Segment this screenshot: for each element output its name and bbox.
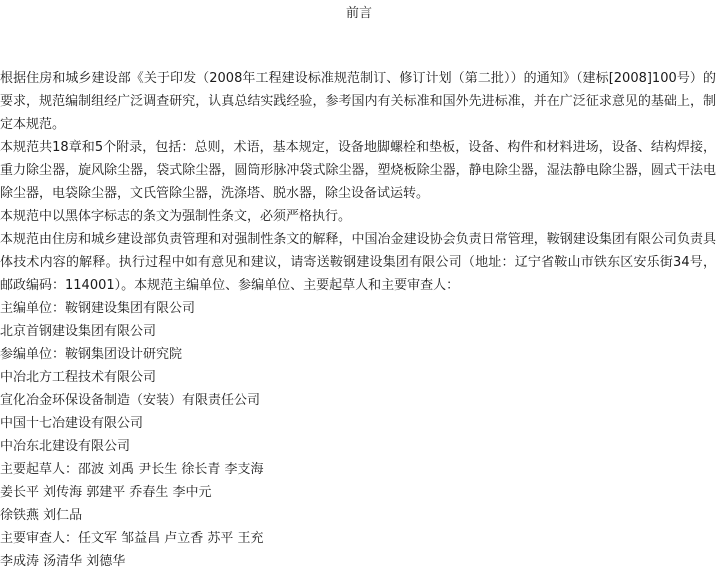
main-reviewers: 主要审查人：任文军 邹益昌 卢立香 苏平 王充 [0, 531, 264, 546]
paragraph-mandatory: 本规范中以黑体字标志的条文为强制性条文，必须严格执行。 [0, 209, 352, 224]
main-drafters: 主要起草人：邵波 刘禹 尹长生 徐长青 李支海 [0, 462, 264, 477]
participating-unit-2: 中冶北方工程技术有限公司 [0, 370, 157, 385]
document-body [0, 67, 716, 573]
paragraph-administration: 本规范由住房和城乡建设部负责管理和对强制性条文的解释，中国冶金建设协会负责日常管理，鞍钢建设集团有限公司负责具体技术内容的解释。执行过程中如有意见和建议，请寄送鞍钢建设集团有限公司（地址：辽宁省鞍山市铁东区安乐街34号，邮政编码：114001）。本规范主编单位、参编单位、主要起草人和主要审查人： [0, 232, 716, 293]
participating-unit-5: 中冶东北建设有限公司 [0, 439, 131, 454]
paragraph-basis: 根据住房和城乡建设部《关于印发（2008年工程建设标准规范制订、修订计划（第二批））的通知》（建标[2008]100号）的要求，规范编制组经广泛调查研究，认真总结实践经验，参考国内有关标准和国外先进标准，并在广泛征求意见的基础上，制定本规范。 [0, 71, 716, 132]
participating-unit-1: 参编单位：鞍钢集团设计研究院 [0, 347, 183, 362]
document-title: 前言 [345, 6, 372, 21]
main-drafters-3: 徐铁燕 刘仁品 [0, 508, 83, 523]
participating-unit-4: 中国十七冶建设有限公司 [0, 416, 144, 431]
main-drafters-2: 姜长平 刘传海 郭建平 乔春生 李中元 [0, 485, 212, 500]
chief-editor-unit: 主编单位：鞍钢建设集团有限公司 [0, 301, 196, 316]
chief-editor-unit-2: 北京首钢建设集团有限公司 [0, 324, 157, 339]
main-reviewers-2: 李成涛 汤清华 刘德华 [0, 554, 126, 569]
participating-unit-3: 宣化冶金环保设备制造（安装）有限责任公司 [0, 393, 261, 408]
paragraph-contents: 本规范共18章和5个附录，包括：总则，术语，基本规定，设备地脚螺栓和垫板，设备、构件和材料进场，设备、结构焊接，重力除尘器，旋风除尘器，袋式除尘器，圆筒形脉冲袋式除尘器，塑烧板除尘器，静电除尘器，湿法静电除尘器，圆式干法电除尘器，电袋除尘器，文氏管除尘器，洗涤塔、脱水器，除尘设备试运转。 [0, 140, 716, 201]
